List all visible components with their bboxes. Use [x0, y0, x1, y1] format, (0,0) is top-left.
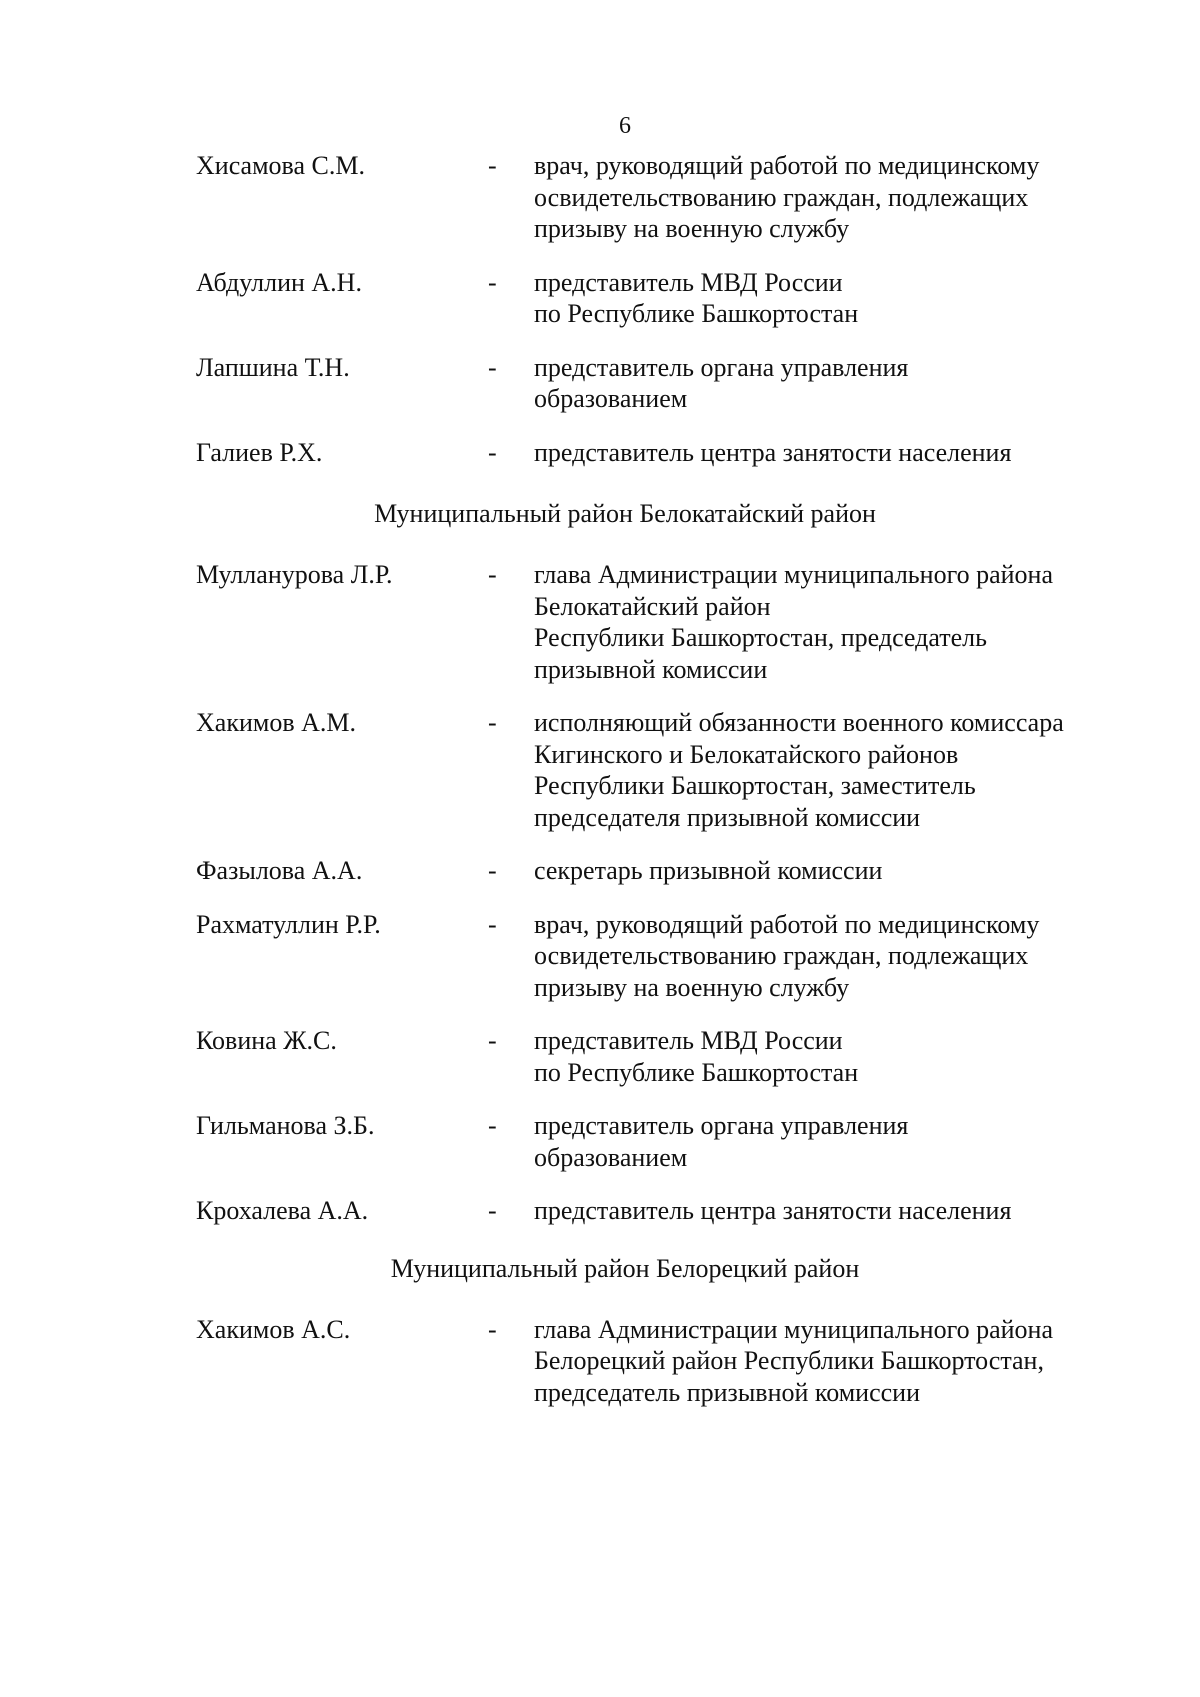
member-name: Лапшина Т.Н.: [196, 352, 350, 382]
role-line: призыву на военную службу: [534, 214, 850, 243]
member-name: Хакимов А.С.: [196, 1314, 351, 1344]
dash-separator: -: [488, 856, 497, 885]
dash-separator: -: [488, 151, 497, 180]
dash-separator: -: [488, 1314, 497, 1344]
role-line: по Республике Башкортостан: [534, 1057, 859, 1087]
dash-separator: -: [488, 560, 497, 589]
member-name: Крохалева А.А.: [196, 1196, 369, 1225]
role-line: глава Администрации муниципального района: [534, 560, 1053, 589]
role-line: Кигинского и Белокатайского районов: [534, 739, 959, 769]
member-entry: [196, 1314, 1136, 1409]
member-name: Гильманова З.Б.: [196, 1111, 375, 1140]
role-line: освидетельствованию граждан, подлежащих: [534, 182, 1029, 212]
member-entry: [196, 267, 1136, 330]
role-line: образованием: [534, 1142, 688, 1172]
member-name: Хисамова С.М.: [196, 151, 365, 180]
role-line: призывной комиссии: [534, 654, 768, 684]
member-role: [534, 1025, 1136, 1088]
role-line: глава Администрации муниципального района: [534, 1314, 1053, 1344]
role-line: председателя призывной комиссии: [534, 802, 921, 832]
commission-list: [196, 150, 1136, 1408]
role-line: представитель центра занятости населения: [534, 437, 1012, 467]
member-role: [534, 559, 1136, 685]
member-name: Мулланурова Л.Р.: [196, 560, 393, 589]
role-line: председатель призывной комиссии: [534, 1377, 920, 1407]
dash-separator: -: [488, 1196, 497, 1225]
member-name: Хакимов А.М.: [196, 708, 356, 737]
section-title: Муниципальный район Белокатайский район: [374, 499, 876, 528]
member-role: [534, 267, 1136, 330]
member-entry: [196, 1025, 1136, 1088]
member-name: Фазылова А.А.: [196, 856, 363, 885]
member-entry: [196, 1110, 1136, 1173]
role-line: Республики Башкортостан, председатель: [534, 623, 987, 652]
member-role: [534, 1195, 1136, 1227]
dash-separator: -: [488, 267, 497, 297]
role-line: исполняющий обязанности военного комиссара: [534, 708, 1064, 737]
role-line: Республики Башкортостан, заместитель: [534, 771, 976, 800]
page-number: 6: [619, 113, 631, 139]
role-line: врач, руководящий работой по медицинскому: [534, 909, 1040, 939]
member-role: [534, 1314, 1136, 1409]
member-role: [534, 150, 1136, 245]
role-line: освидетельствованию граждан, подлежащих: [534, 941, 1029, 970]
dash-separator: -: [488, 352, 497, 382]
member-role: [534, 909, 1136, 1004]
member-entry: [196, 352, 1136, 415]
role-line: представитель органа управления: [534, 1111, 909, 1140]
role-line: секретарь призывной комиссии: [534, 856, 883, 885]
member-entry: [196, 909, 1136, 1004]
dash-separator: -: [488, 1026, 497, 1055]
member-entry: [196, 150, 1136, 245]
member-role: [534, 855, 1136, 887]
role-line: призыву на военную службу: [534, 972, 850, 1002]
member-role: [534, 1110, 1136, 1173]
role-line: по Республике Башкортостан: [534, 299, 859, 328]
member-role: [534, 437, 1136, 469]
member-name: Галиев Р.Х.: [196, 437, 323, 467]
member-entry: [196, 437, 1136, 469]
role-line: представитель МВД России: [534, 267, 843, 297]
member-entry: [196, 1195, 1136, 1227]
role-line: представитель органа управления: [534, 352, 909, 382]
role-line: образованием: [534, 384, 688, 413]
dash-separator: -: [488, 1111, 497, 1140]
member-entry: [196, 855, 1136, 887]
role-line: представитель МВД России: [534, 1026, 843, 1055]
member-role: [534, 707, 1136, 833]
role-line: врач, руководящий работой по медицинскому: [534, 151, 1040, 180]
section-title: Муниципальный район Белорецкий район: [390, 1253, 860, 1283]
role-line: Белокатайский район: [534, 591, 771, 621]
dash-separator: -: [488, 909, 497, 939]
member-role: [534, 352, 1136, 415]
role-line: Белорецкий район Республики Башкортостан,: [534, 1346, 1044, 1375]
member-name: Абдуллин А.Н.: [196, 267, 362, 297]
member-name: Ковина Ж.С.: [196, 1026, 337, 1055]
dash-separator: -: [488, 708, 497, 737]
member-entry: [196, 559, 1136, 685]
member-entry: [196, 707, 1136, 833]
member-name: Рахматуллин Р.Р.: [196, 909, 381, 939]
dash-separator: -: [488, 437, 497, 467]
role-line: представитель центра занятости населения: [534, 1196, 1012, 1225]
